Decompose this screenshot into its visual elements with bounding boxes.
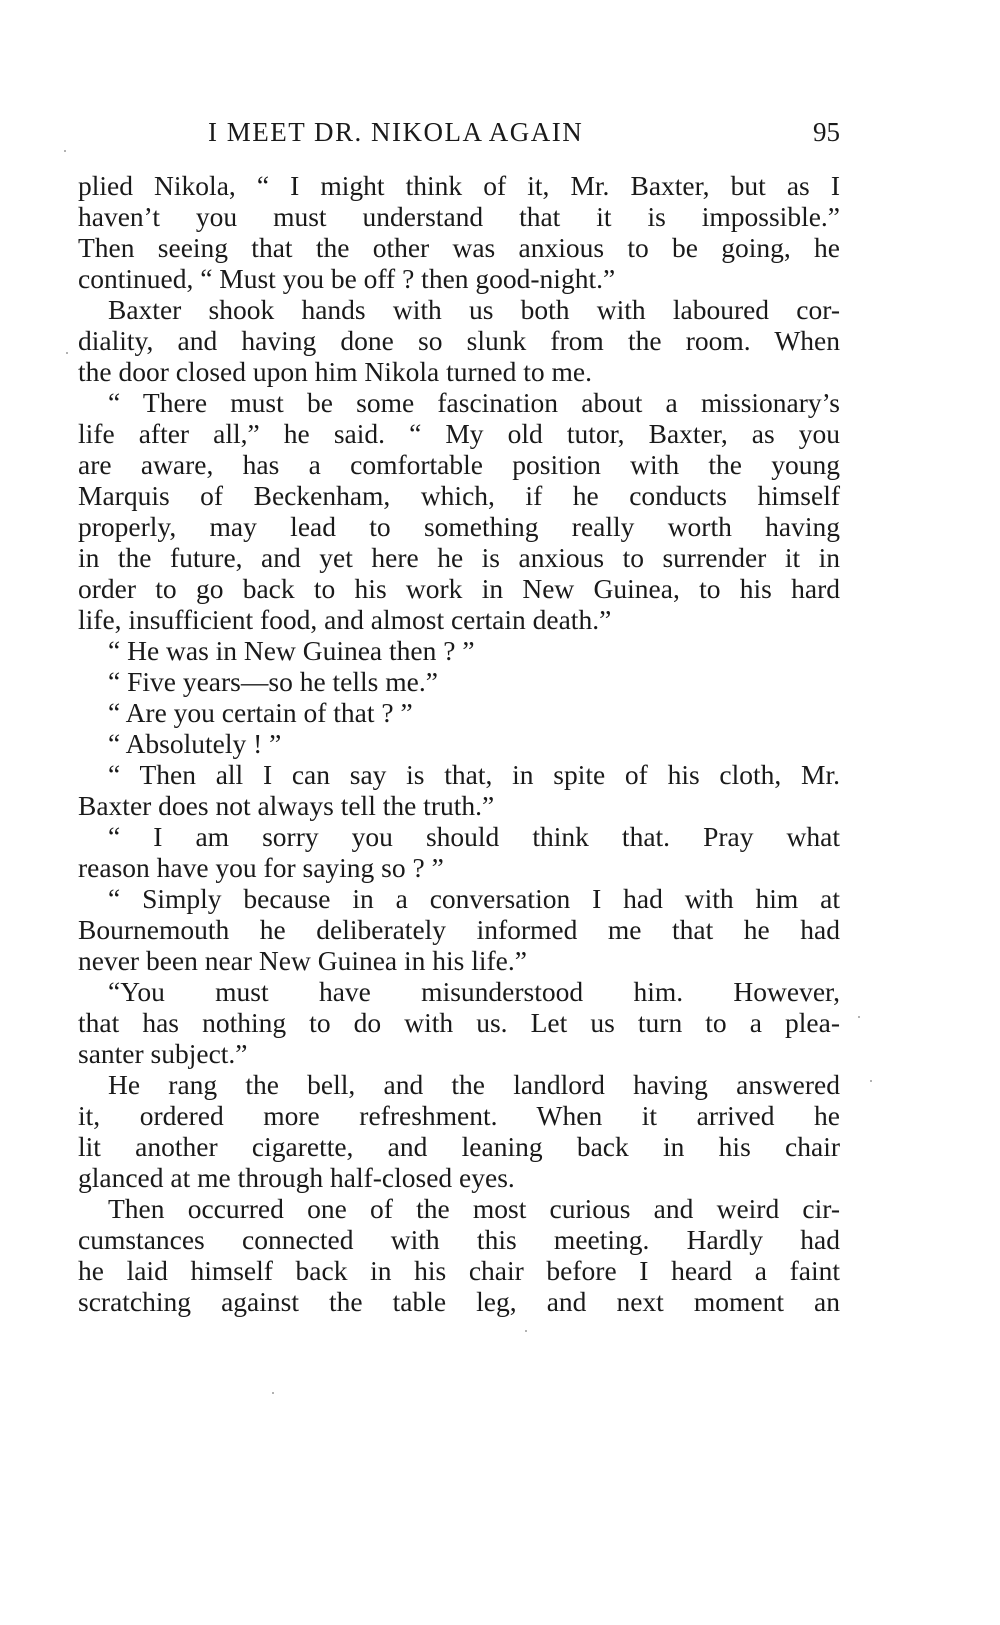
text-line: “ Are you certain of that ? ” xyxy=(108,697,413,728)
text-line: cumstances connected with this meeting. Hardly had xyxy=(78,1224,840,1255)
print-speck xyxy=(870,1080,872,1082)
text-line: are aware, has a comfortable position with the young xyxy=(78,449,840,480)
text-line: never been near New Guinea in his life.” xyxy=(78,945,527,976)
text-line: diality, and having done so slunk from the room. When xyxy=(78,325,840,356)
text-line: “ I am sorry you should think that. Pray what xyxy=(108,821,840,852)
chapter-title: I MEET DR. NIKOLA AGAIN xyxy=(208,117,584,147)
text-line: Then seeing that the other was anxious to be going, he xyxy=(78,232,840,263)
text-line: it, ordered more refreshment. When it arrived he xyxy=(78,1100,840,1131)
text-line: glanced at me through half-closed eyes. xyxy=(78,1162,515,1193)
text-line: “ Absolutely ! ” xyxy=(108,728,282,759)
text-line: reason have you for saying so ? ” xyxy=(78,852,444,883)
text-line: properly, may lead to something really worth having xyxy=(78,511,840,542)
text-line: haven’t you must understand that it is impossible.” xyxy=(78,201,840,232)
text-line: Bournemouth he deliberately informed me that he had xyxy=(78,914,840,945)
text-line: He rang the bell, and the landlord having answered xyxy=(108,1069,840,1100)
running-head xyxy=(78,112,840,152)
text-line: lit another cigarette, and leaning back in his chair xyxy=(78,1131,840,1162)
text-line: that has nothing to do with us. Let us turn to a plea- xyxy=(78,1007,840,1038)
text-line: in the future, and yet here he is anxious to surrender it in xyxy=(78,542,840,573)
text-line: plied Nikola, “ I might think of it, Mr. Baxter, but as I xyxy=(78,170,840,201)
text-line: he laid himself back in his chair before I heard a faint xyxy=(78,1255,840,1286)
text-line: order to go back to his work in New Guinea, to his hard xyxy=(78,573,840,604)
body-text xyxy=(78,170,840,1317)
text-line: “ There must be some fascination about a missionary’s xyxy=(108,387,840,418)
page-number: 95 xyxy=(813,117,840,147)
text-line: Baxter does not always tell the truth.” xyxy=(78,790,495,821)
text-line: “ Simply because in a conversation I had with him at xyxy=(108,883,840,914)
text-line: continued, “ Must you be off ? then good-night.” xyxy=(78,263,616,294)
print-speck xyxy=(858,1016,860,1018)
text-line: life after all,” he said. “ My old tutor, Baxter, as you xyxy=(78,418,840,449)
text-line: life, insufficient food, and almost certain death.” xyxy=(78,604,612,635)
text-line: “You must have misunderstood him. However, xyxy=(108,976,840,1007)
text-line: “ Five years—so he tells me.” xyxy=(108,666,438,697)
text-line: Baxter shook hands with us both with laboured cor- xyxy=(108,294,840,325)
text-line: santer subject.” xyxy=(78,1038,248,1069)
text-line: “ He was in New Guinea then ? ” xyxy=(108,635,475,666)
print-speck xyxy=(525,1330,527,1332)
text-line: “ Then all I can say is that, in spite of his cloth, Mr. xyxy=(108,759,840,790)
text-line: Then occurred one of the most curious and weird cir- xyxy=(108,1193,840,1224)
print-speck xyxy=(272,1392,274,1394)
text-line: scratching against the table leg, and next moment an xyxy=(78,1286,840,1317)
text-line: Marquis of Beckenham, which, if he conducts himself xyxy=(78,480,840,511)
print-speck xyxy=(64,150,66,152)
text-line: the door closed upon him Nikola turned to me. xyxy=(78,356,593,387)
print-speck xyxy=(66,352,68,354)
